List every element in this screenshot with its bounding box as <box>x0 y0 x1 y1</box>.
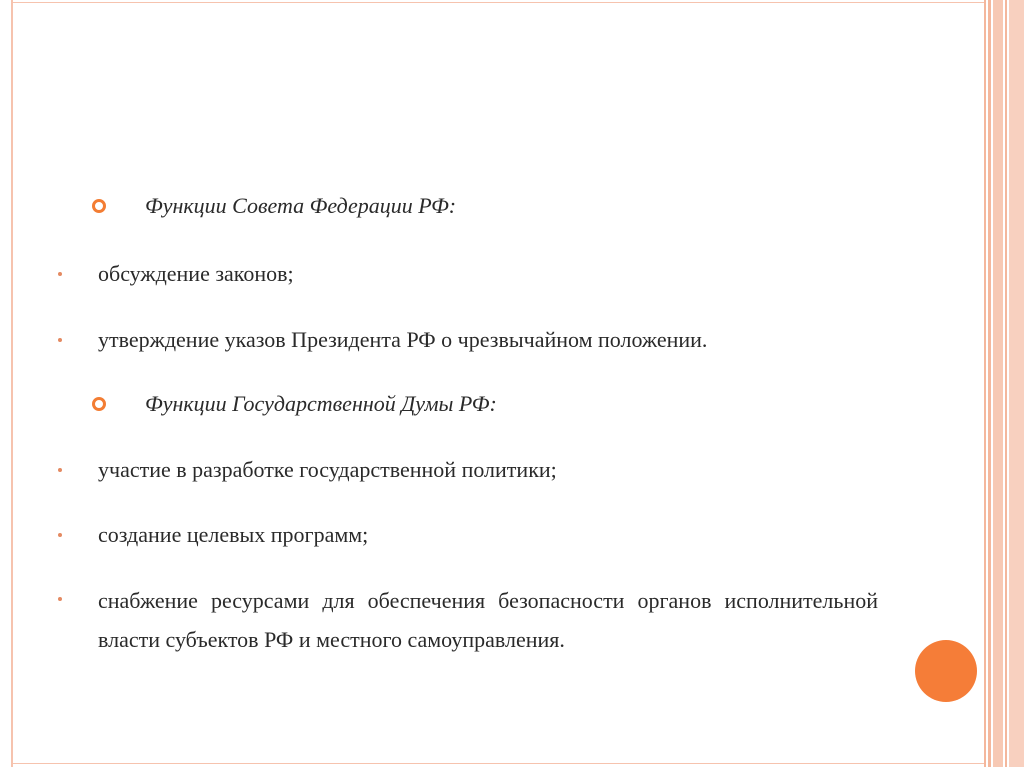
bullet-dot-icon <box>58 597 62 601</box>
bullet-dot-icon <box>58 533 62 537</box>
list-item-text: обсуждение законов; <box>98 261 294 286</box>
list-item-text: утверждение указов Президента РФ о чрезвычайном положении. <box>98 327 708 352</box>
heading-text: Функции Совета Федерации РФ: <box>145 193 457 218</box>
bullet-dot-icon <box>58 338 62 342</box>
list-item-text: снабжение ресурсами для обеспечения безопасности органов исполнительной власти субъектов РФ и местного самоуправления. <box>98 588 878 652</box>
list-item-text: создание целевых программ; <box>98 522 369 547</box>
bullet-dot-icon <box>58 468 62 472</box>
list-item-text: участие в разработке государственной политики; <box>98 457 557 482</box>
ring-bullet-icon <box>92 397 106 411</box>
decorative-orange-circle <box>915 640 977 702</box>
bullet-dot-icon <box>58 272 62 276</box>
ring-bullet-icon <box>92 199 106 213</box>
heading-text: Функции Государственной Думы РФ: <box>145 391 497 416</box>
